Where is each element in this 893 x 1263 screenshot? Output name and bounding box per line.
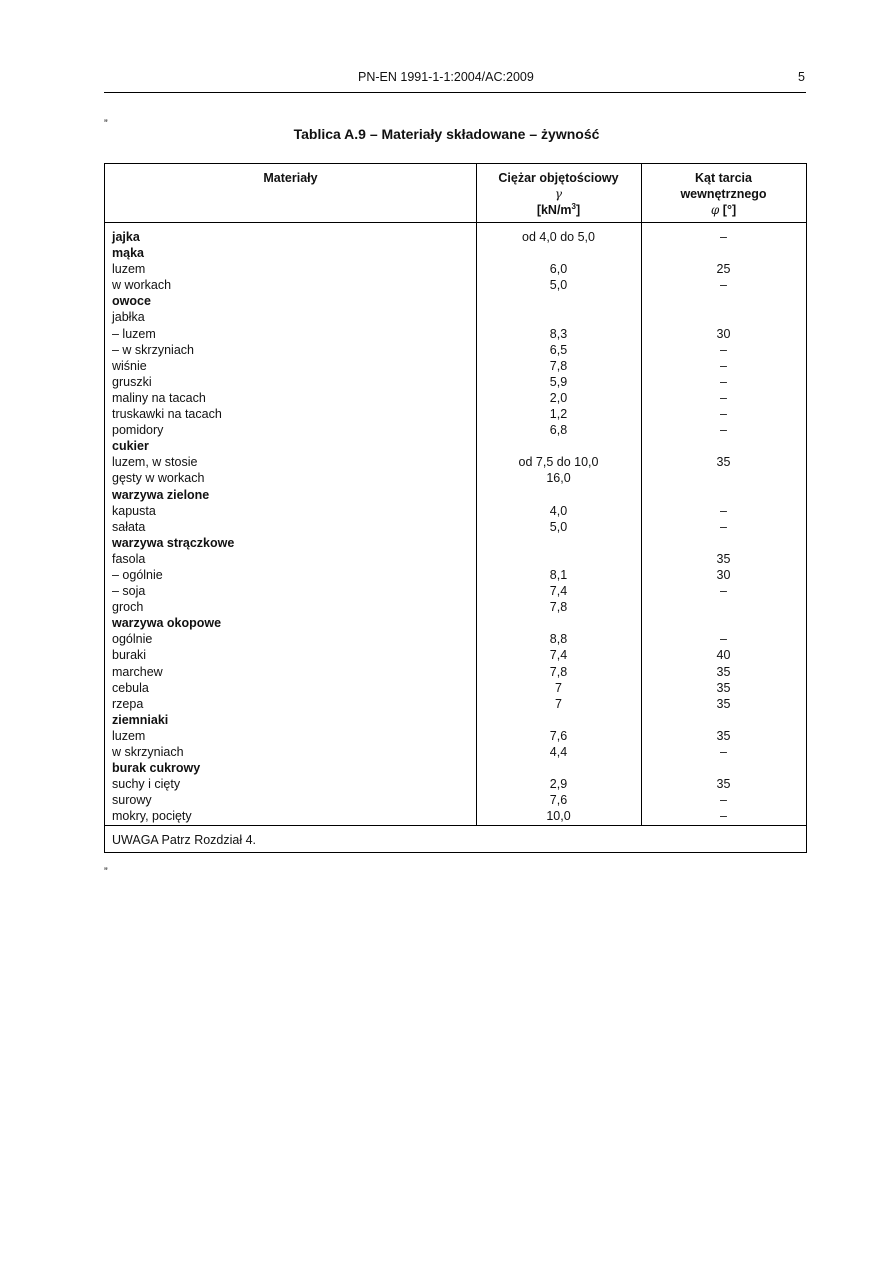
table-group-row [105, 245, 806, 261]
angle-cell: – [720, 584, 727, 599]
table-row [105, 390, 806, 406]
weight-cell: 5,9 [549, 374, 568, 389]
weight-cell: 8,1 [549, 567, 568, 582]
table-row [105, 776, 806, 792]
table-title: Tablica A.9 – Materiały składowane – żywność [293, 126, 600, 142]
angle-cell: 35 [716, 728, 731, 743]
weight-cell: 1,2 [549, 407, 568, 422]
weight-cell: 4,0 [549, 503, 568, 518]
table-row [105, 808, 806, 824]
material-cell: warzywa zielone [112, 487, 210, 502]
weight-cell: 7,8 [549, 600, 568, 615]
weight-cell: od 7,5 do 10,0 [518, 455, 599, 470]
table-group-row [105, 438, 806, 454]
angle-cell: 30 [716, 567, 731, 582]
materials-table [104, 163, 807, 853]
angle-cell: 35 [716, 664, 731, 679]
weight-cell: 7,4 [549, 584, 568, 599]
table-row [105, 792, 806, 808]
table-group-row [105, 712, 806, 728]
table-row [105, 342, 806, 358]
material-cell: luzem, w stosie [112, 455, 198, 470]
gamma-symbol: γ [554, 187, 563, 201]
table-group-row [105, 229, 806, 245]
table-row [105, 422, 806, 438]
standard-reference: PN-EN 1991-1-1:2004/AC:2009 [358, 70, 534, 84]
material-cell: ziemniaki [112, 712, 169, 727]
table-row [105, 599, 806, 615]
material-cell: – w skrzyniach [112, 342, 194, 357]
material-cell: pomidory [112, 423, 164, 438]
weight-cell: 7,8 [549, 664, 568, 679]
table-row [105, 728, 806, 744]
table-group-row [105, 615, 806, 631]
material-cell: kapusta [112, 503, 156, 518]
material-cell: owoce [112, 294, 151, 309]
table-row [105, 631, 806, 647]
weight-cell: 7,4 [549, 648, 568, 663]
material-cell: cukier [112, 439, 149, 454]
angle-cell: – [720, 278, 727, 293]
angle-cell: 35 [716, 777, 731, 792]
table-row [105, 470, 806, 486]
material-cell: luzem [112, 262, 146, 277]
opening-quote-mark: ” [104, 118, 108, 130]
material-cell: – soja [112, 584, 146, 599]
material-cell: mokry, pocięty [112, 809, 192, 824]
table-row [105, 406, 806, 422]
weight-cell: 7,6 [549, 793, 568, 808]
angle-cell: – [720, 519, 727, 534]
header-row-divider [105, 222, 806, 223]
table-row [105, 551, 806, 567]
table-note: UWAGA Patrz Rozdział 4. [112, 833, 257, 847]
table-row [105, 744, 806, 760]
closing-quote-mark: ” [104, 866, 108, 878]
weight-cell: 10,0 [546, 809, 571, 824]
table-row [105, 503, 806, 519]
material-cell: w skrzyniach [112, 745, 184, 759]
weight-cell: 8,8 [549, 632, 568, 647]
angle-cell: – [720, 745, 727, 759]
material-cell: maliny na tacach [112, 390, 206, 405]
material-cell: mąka [112, 246, 144, 261]
angle-cell: – [720, 358, 727, 373]
table-row [105, 664, 806, 680]
weight-cell: 6,0 [549, 262, 568, 277]
weight-cell: 5,0 [549, 278, 568, 293]
column-header-angle [641, 170, 806, 218]
material-cell: marchew [112, 664, 163, 679]
table-row [105, 277, 806, 293]
material-cell: jabłka [112, 310, 145, 325]
table-row [105, 326, 806, 342]
material-cell: w workach [112, 278, 172, 293]
table-row [105, 519, 806, 535]
material-cell: luzem [112, 728, 146, 743]
material-cell: suchy i cięty [112, 777, 181, 792]
weight-cell: 2,0 [549, 390, 568, 405]
material-cell: sałata [112, 519, 146, 534]
table-row [105, 647, 806, 663]
table-group-row [105, 535, 806, 551]
weight-unit: $[kN/m^3]$ [536, 201, 581, 217]
table-row [105, 261, 806, 277]
material-cell: – ogólnie [112, 567, 163, 582]
angle-cell: 35 [716, 680, 731, 695]
material-cell: groch [112, 600, 144, 615]
material-cell: truskawki na tacach [112, 407, 222, 422]
column-header-weight-label: Ciężar objętościowy [498, 171, 619, 185]
table-row [105, 454, 806, 470]
material-cell: rzepa [112, 696, 144, 711]
weight-cell: od 4,0 do 5,0 [522, 230, 595, 244]
weight-cell: 8,3 [549, 326, 568, 341]
angle-cell: – [720, 503, 727, 518]
weight-cell: 7,6 [549, 728, 568, 743]
material-cell: cebula [112, 680, 149, 695]
material-cell: buraki [112, 648, 147, 663]
column-header-angle-label-2: wewnętrznego [680, 187, 767, 201]
material-cell: burak cukrowy [112, 761, 201, 776]
table-row [105, 696, 806, 712]
column-header-material-label: Materiały [263, 171, 318, 185]
angle-cell: – [720, 423, 727, 438]
table-group-row [105, 760, 806, 776]
angle-cell: 25 [716, 262, 731, 277]
weight-cell: 6,5 [549, 342, 568, 357]
angle-cell: 40 [716, 648, 731, 663]
table-row [105, 567, 806, 583]
angle-cell: – [720, 230, 727, 244]
column-header-material [105, 170, 476, 186]
table-group-row [105, 293, 806, 309]
phi-symbol: φ [710, 203, 720, 217]
material-cell: gruszki [112, 374, 152, 389]
angle-cell: 35 [716, 455, 731, 470]
material-cell: jajka [112, 230, 140, 244]
material-cell: ogólnie [112, 632, 153, 647]
table-body [105, 229, 806, 824]
weight-cell: 7 [555, 680, 562, 695]
header-divider [104, 92, 806, 93]
column-header-weight [476, 170, 641, 218]
material-cell: fasola [112, 551, 146, 566]
angle-cell: 35 [716, 551, 731, 566]
weight-cell: 5,0 [549, 519, 568, 534]
angle-cell: – [720, 390, 727, 405]
table-row [105, 680, 806, 696]
angle-cell: 35 [716, 696, 731, 711]
note-row-divider [105, 825, 806, 826]
page-number: 5 [798, 70, 805, 84]
material-cell: warzywa okopowe [112, 616, 222, 631]
material-cell: warzywa strączkowe [112, 535, 235, 550]
angle-unit: φ [°] [710, 203, 737, 217]
material-cell: – luzem [112, 326, 156, 341]
table-row [105, 309, 806, 325]
material-cell: surowy [112, 793, 152, 808]
column-header-angle-label-1: Kąt tarcia [695, 171, 752, 185]
weight-cell: 7,8 [549, 358, 568, 373]
angle-cell: – [720, 407, 727, 422]
angle-cell: – [720, 632, 727, 647]
weight-cell: 6,8 [549, 423, 568, 438]
weight-cell: 2,9 [549, 777, 568, 792]
table-row [105, 374, 806, 390]
angle-cell: – [720, 793, 727, 808]
weight-cell: 16,0 [546, 471, 571, 486]
weight-cell: 4,4 [549, 745, 568, 759]
angle-cell: – [720, 342, 727, 357]
material-cell: gęsty w workach [112, 471, 205, 486]
table-group-row [105, 487, 806, 503]
angle-cell: – [720, 809, 727, 824]
table-row [105, 358, 806, 374]
table-row [105, 583, 806, 599]
angle-cell: 30 [716, 326, 731, 341]
material-cell: wiśnie [112, 358, 147, 373]
weight-cell: 7 [555, 696, 562, 711]
angle-cell: – [720, 374, 727, 389]
